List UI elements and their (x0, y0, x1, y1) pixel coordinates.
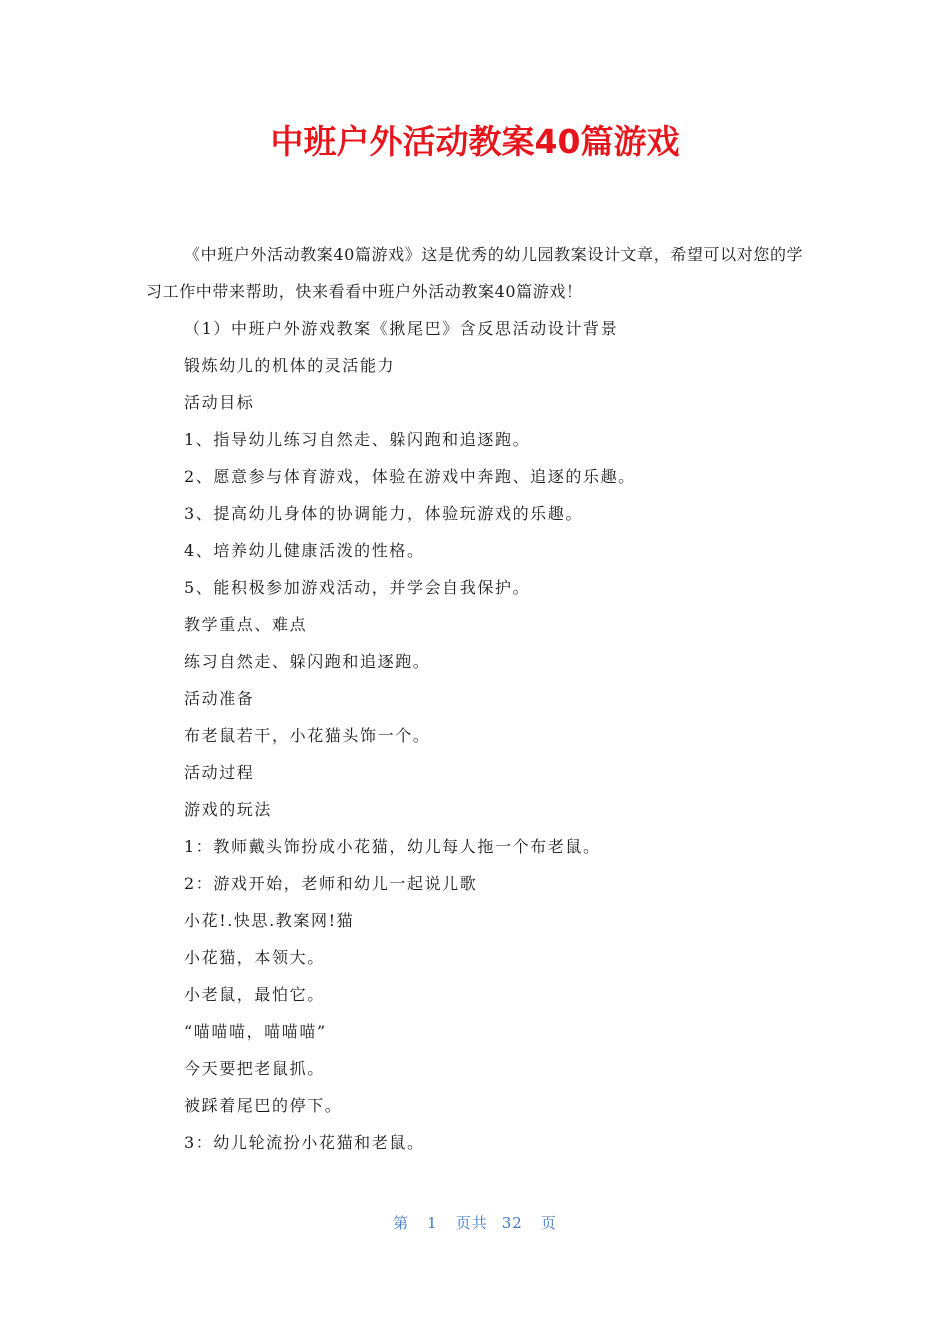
body-line: 4、培养幼儿健康活泼的性格。 (184, 541, 425, 560)
body-line: 1：教师戴头饰扮成小花猫，幼儿每人拖一个布老鼠。 (184, 837, 601, 856)
footer-page-suffix: 页 (540, 1214, 557, 1232)
body-line: 小花!.快思.教案网!猫 (184, 911, 355, 930)
body-line: 游戏的玩法 (184, 800, 273, 819)
footer-page-prefix: 第 (393, 1214, 410, 1232)
body-line: 2、愿意参与体育游戏，体验在游戏中奔跑、追逐的乐趣。 (184, 467, 636, 486)
intro-paragraph: 《中班户外活动教案40篇游戏》这是优秀的幼儿园教案设计文章，希望可以对您的学习工作中带来帮助，快来看看中班户外活动教案40篇游戏！ (146, 245, 804, 301)
body-line: 1、指导幼儿练习自然走、躲闪跑和追逐跑。 (184, 430, 531, 449)
body-line: 锻炼幼儿的机体的灵活能力 (184, 356, 396, 375)
footer-page-middle: 页共 (455, 1214, 488, 1232)
footer-page-number: 1 (427, 1214, 438, 1232)
page-footer (0, 1212, 950, 1233)
body-line: 活动目标 (184, 393, 255, 412)
footer-total-pages: 32 (501, 1214, 523, 1232)
document-title: 中班户外活动教案40篇游戏 (270, 122, 680, 161)
body-line: 活动准备 (184, 689, 255, 708)
body-line: 活动过程 (184, 763, 255, 782)
body-line: 布老鼠若干，小花猫头饰一个。 (184, 726, 431, 745)
body-line: 3、提高幼儿身体的协调能力，体验玩游戏的乐趣。 (184, 504, 583, 523)
body-line: 3：幼儿轮流扮小花猫和老鼠。 (184, 1133, 425, 1152)
body-line: 小花猫，本领大。 (184, 948, 325, 967)
body-line: （1）中班户外游戏教案《揪尾巴》含反思活动设计背景 (184, 319, 619, 338)
body-line: 今天要把老鼠抓。 (184, 1059, 325, 1078)
body-line: 教学重点、难点 (184, 615, 308, 634)
body-line: 2：游戏开始，老师和幼儿一起说儿歌 (184, 874, 478, 893)
body-line: 小老鼠，最怕它。 (184, 985, 325, 1004)
document-body (146, 236, 808, 1161)
body-line: 被踩着尾巴的停下。 (184, 1096, 343, 1115)
body-line: 5、能积极参加游戏活动，并学会自我保护。 (184, 578, 531, 597)
body-line: “喵喵喵，喵喵喵” (184, 1022, 327, 1041)
body-lines (146, 310, 808, 1161)
body-line: 练习自然走、躲闪跑和追逐跑。 (184, 652, 431, 671)
